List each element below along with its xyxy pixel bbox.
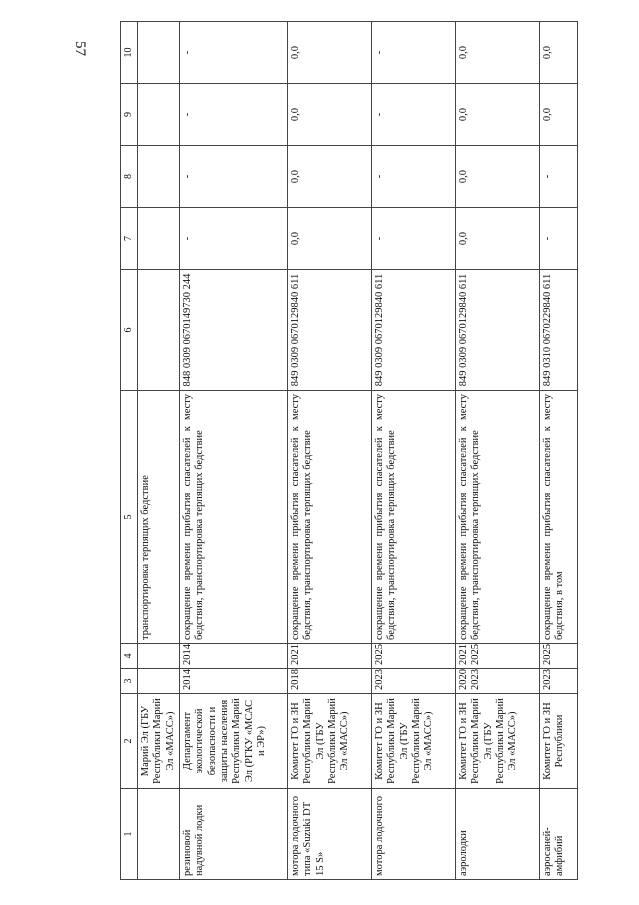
cell-budget-code: 849 0309 0670129840 611 [287, 270, 371, 391]
cell-organization: Комитет ГО и ЗН Республики Марий Эл (ГБУ Республики Марий Эл «МАСС») [371, 694, 455, 789]
cell-end-year: 2021 2025 [455, 644, 539, 669]
header-cell-3: 3 [121, 669, 138, 694]
header-cell-4: 4 [121, 644, 138, 669]
cell-description: транспортировка терпящих бедствие [137, 391, 179, 644]
table-row [179, 22, 287, 880]
cell-value-10: 0,0 [539, 22, 577, 84]
table-row [539, 22, 577, 880]
header-cell-10: 10 [121, 22, 138, 84]
cell-item: аэросаней-амфибий [539, 789, 577, 880]
cell-description: сокращение времени прибытия спасателей к месту бедствия, транспортировка терпящих бедствие [179, 391, 287, 644]
cell-end-year: 2025 [539, 644, 577, 669]
document-table [120, 21, 578, 880]
cell-item: аэролодки [455, 789, 539, 880]
cell-value-8: - [371, 146, 455, 208]
cell-budget-code: 849 0309 0670129840 611 [371, 270, 455, 391]
cell-value-10: - [371, 22, 455, 84]
cell-value-9: - [371, 84, 455, 146]
cell-value-7: 0,0 [287, 208, 371, 270]
header-cell-8: 8 [121, 146, 138, 208]
cell-budget-code: 849 0309 0670129840 611 [455, 270, 539, 391]
cell-value-10: 0,0 [287, 22, 371, 84]
cell-end-year [137, 644, 179, 669]
cell-value-9: 0,0 [287, 84, 371, 146]
cell-start-year: 2023 [371, 669, 455, 694]
cell-end-year: 2021 [287, 644, 371, 669]
page-number: 57 [72, 41, 88, 56]
cell-organization: Комитет ГО и ЗН Республики Марий Эл (ГБУ Республики Марий Эл «МАСС») [287, 694, 371, 789]
cell-value-9: - [179, 84, 287, 146]
cell-budget-code: 849 0310 0670229840 611 [539, 270, 577, 391]
cell-value-8: 0,0 [455, 146, 539, 208]
cell-end-year: 2025 [371, 644, 455, 669]
cell-value-9: 0,0 [539, 84, 577, 146]
cell-value-7 [137, 208, 179, 270]
cell-end-year: 2014 [179, 644, 287, 669]
table-row [137, 22, 179, 880]
cell-start-year: 2020 2023 [455, 669, 539, 694]
cell-item: резиновой надувной лодки [179, 789, 287, 880]
rotated-table-wrapper [120, 45, 615, 880]
header-cell-1: 1 [121, 789, 138, 880]
cell-description: сокращение времени прибытия спасателей к месту бедствия, транспортировка терпящих бедствие [287, 391, 371, 644]
cell-item [137, 789, 179, 880]
cell-organization: Марий Эл (ГБУ Республики Марий Эл «МАСС») [137, 694, 179, 789]
cell-start-year: 2023 [539, 669, 577, 694]
table-row [455, 22, 539, 880]
cell-value-7: - [539, 208, 577, 270]
cell-description: сокращение времени прибытия спасателей к месту бедствия, транспортировка терпящих бедствие [371, 391, 455, 644]
cell-value-10 [137, 22, 179, 84]
header-cell-5: 5 [121, 391, 138, 644]
cell-value-10: 0,0 [455, 22, 539, 84]
header-cell-6: 6 [121, 270, 138, 391]
header-cell-2: 2 [121, 694, 138, 789]
cell-item: мотора лодочного [371, 789, 455, 880]
table-row [287, 22, 371, 880]
cell-organization: Департамент экологической безопасности и защиты населения Республики Марий Эл (РГКУ «МСАС и ЭР») [179, 694, 287, 789]
cell-description: сокращение времени прибытия спасателей к месту бедствия, транспортировка терпящих бедствие [455, 391, 539, 644]
cell-start-year [137, 669, 179, 694]
cell-value-9 [137, 84, 179, 146]
cell-organization: Комитет ГО и ЗН Республики Марий Эл (ГБУ Республики Марий Эл «МАСС») [455, 694, 539, 789]
header-row [121, 22, 138, 880]
cell-start-year: 2014 [179, 669, 287, 694]
cell-value-9: 0,0 [455, 84, 539, 146]
cell-value-7: - [371, 208, 455, 270]
cell-value-7: 0,0 [455, 208, 539, 270]
cell-description: сокращение времени прибытия спасателей к месту бедствия, в том [539, 391, 577, 644]
cell-budget-code [137, 270, 179, 391]
cell-value-8: 0,0 [287, 146, 371, 208]
cell-value-8: - [179, 146, 287, 208]
cell-start-year: 2018 [287, 669, 371, 694]
header-cell-9: 9 [121, 84, 138, 146]
cell-value-7: - [179, 208, 287, 270]
cell-value-8 [137, 146, 179, 208]
cell-budget-code: 848 0309 0670149730 244 [179, 270, 287, 391]
table-row [371, 22, 455, 880]
cell-item: мотора лодочного типа «Suzuki DT 15 S» [287, 789, 371, 880]
cell-value-8: - [539, 146, 577, 208]
cell-value-10: - [179, 22, 287, 84]
header-cell-7: 7 [121, 208, 138, 270]
cell-organization: Комитет ГО и ЗН Республики [539, 694, 577, 789]
